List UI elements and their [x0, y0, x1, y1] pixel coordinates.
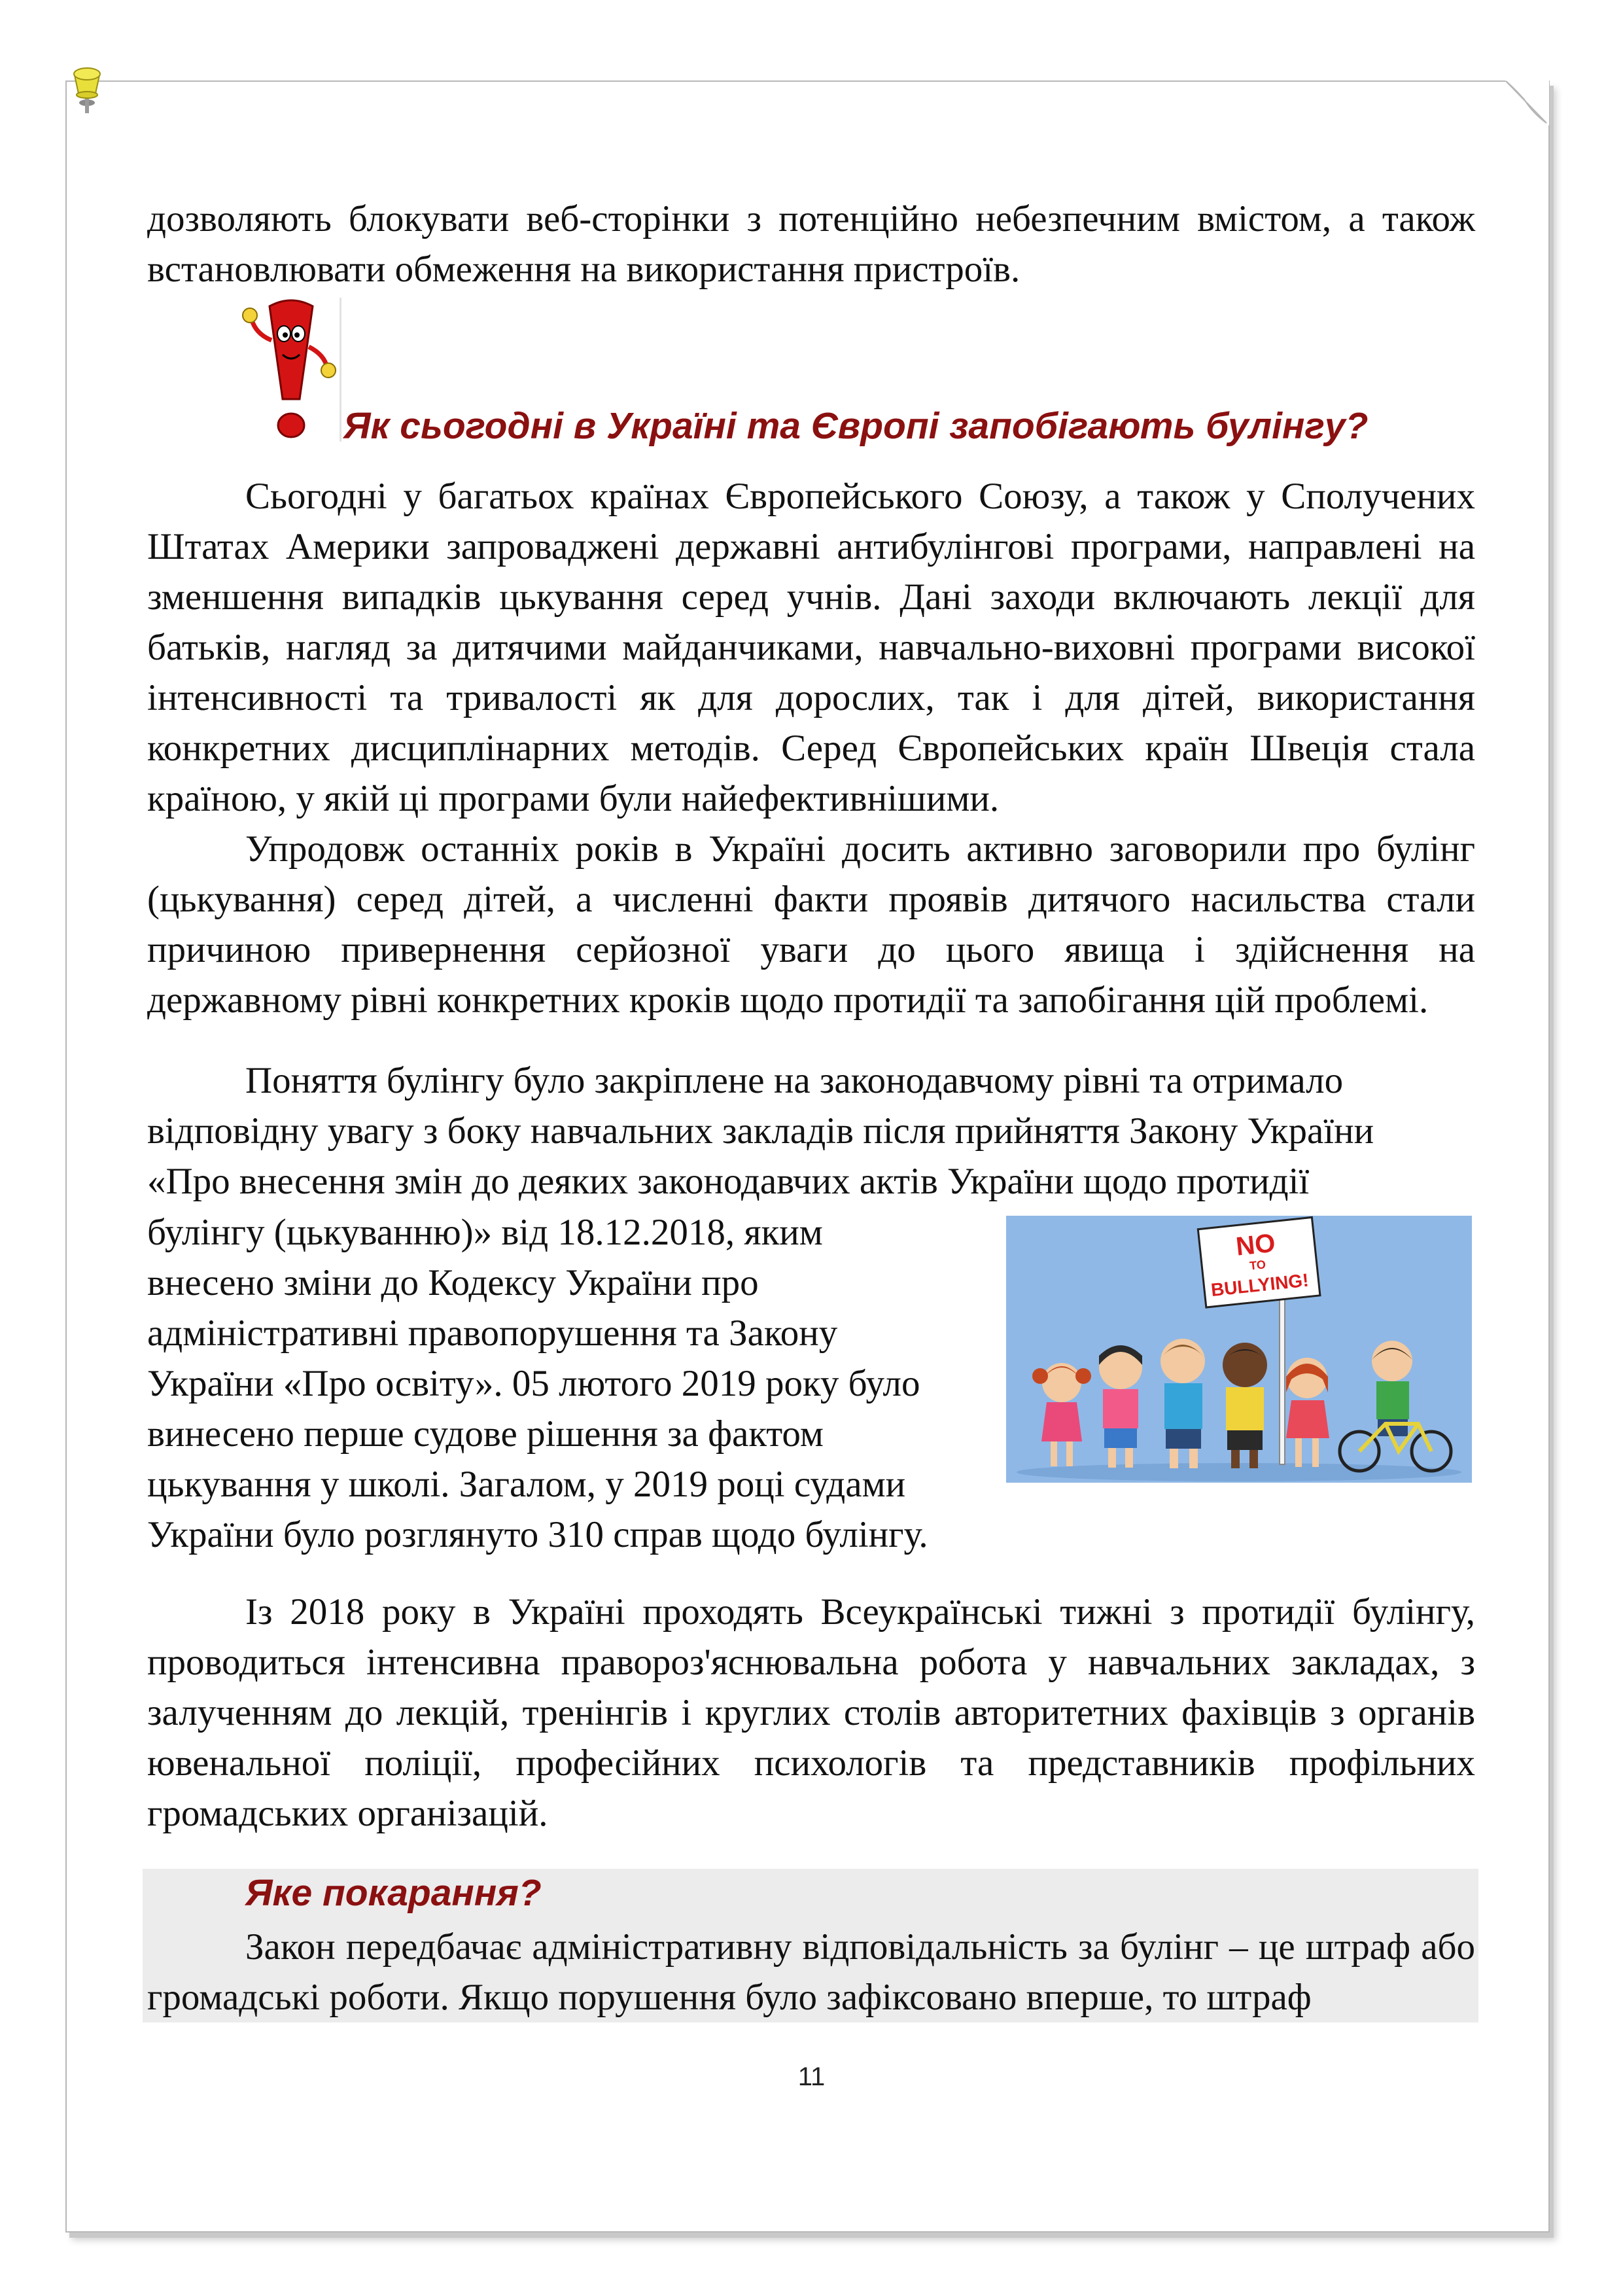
no-bullying-illustration	[1006, 1216, 1472, 1483]
events-paragraph	[147, 1587, 1475, 1839]
sign-text-to: TO	[1249, 1258, 1266, 1273]
paragraph-text: Закон передбачає адміністративну відповідальність за булінг – це штраф або громадські роботи. Якщо порушення було зафіксовано вперше, то штраф	[147, 1926, 1475, 2018]
paragraph-text: Поняття булінгу було закріплене на законодавчому рівні та отримало відповідну увагу з боку навчальних закладів після прийняття Закону України «Про внесення змін до деяких законодавчих актів України щодо протидії	[147, 1060, 1374, 1202]
paragraph-text: Із 2018 року в Україні проходять Всеукраїнські тижні з протидії булінгу, проводиться інтенсивна праворoз'яснювальна робота у навчальних закладах, з залученням до лекцій, тренінгів і круглих столів авторитетних фахівців з органів ювенальної поліції, професійних психологів та представників профільних громадських організацій.	[147, 1591, 1475, 1834]
child-figure	[1223, 1343, 1267, 1468]
section-heading: Як сьогодні в Україні та Європі запобігають булінгу?	[343, 405, 1369, 447]
box-heading: Яке покарання?	[245, 1872, 542, 1914]
punishment-paragraph	[147, 1922, 1475, 2022]
paragraph-text: Упродовж останніх років в Україні досить активно заговорили про булінг (цькування) серед дітей, а численні факти проявів дитячого насильства стали причиною привернення серйозної уваги до цього явища і здійснення на державному рівні конкретних кроків щодо протидії та запобігання цій проблемі.	[147, 828, 1475, 1021]
law-paragraph	[147, 1055, 1423, 1207]
intro-paragraph	[147, 194, 1475, 294]
text-line: України було розглянуто 310 справ щодо булінгу.	[147, 1514, 928, 1555]
text-line: винесено перше судове рішення за фактом	[147, 1413, 824, 1455]
text-line: адміністративні правопорушення та Закону	[147, 1313, 838, 1354]
sign-text-bullying: BULLYING!	[1210, 1269, 1310, 1301]
paragraph-text: дозволяють блокувати веб-сторінки з потенційно небезпечним вмістом, а також встановлювати обмеження на використання пристроїв.	[147, 198, 1475, 290]
text-line: цькування у школі. Загалом, у 2019 році судами	[147, 1464, 906, 1505]
page-curl-icon	[1505, 80, 1549, 126]
text-line: України «Про освіту». 05 лютого 2019 року було	[147, 1363, 920, 1404]
exclamation-mark-icon	[236, 294, 347, 442]
law-paragraph-continued	[147, 1207, 1004, 1560]
sign-text-no: NO	[1234, 1228, 1277, 1262]
page-number: 11	[797, 2062, 826, 2091]
pushpin-icon	[65, 62, 111, 121]
paragraph-text: Сьогодні у багатьох країнах Європейського Союзу, а також у Сполучених Штатах Америки запроваджені державні антибулінгові програми, направлені на зменшення випадків цькування серед учнів. Дані заходи включають лекції для батьків, нагляд за дитячими майданчиками, навчально-виховні програми високої інтенсивності та тривалості як для дорослих, так і для дітей, використання конкретних дисциплінарних методів. Серед Європейських країн Швеція стала країною, у якій ці програми були найефективнішими.	[147, 476, 1475, 819]
body-paragraphs	[147, 471, 1475, 1025]
text-line: булінгу (цькуванню)» від 18.12.2018, яким	[147, 1212, 823, 1253]
text-line: внесено зміни до Кодексу України про	[147, 1262, 759, 1303]
